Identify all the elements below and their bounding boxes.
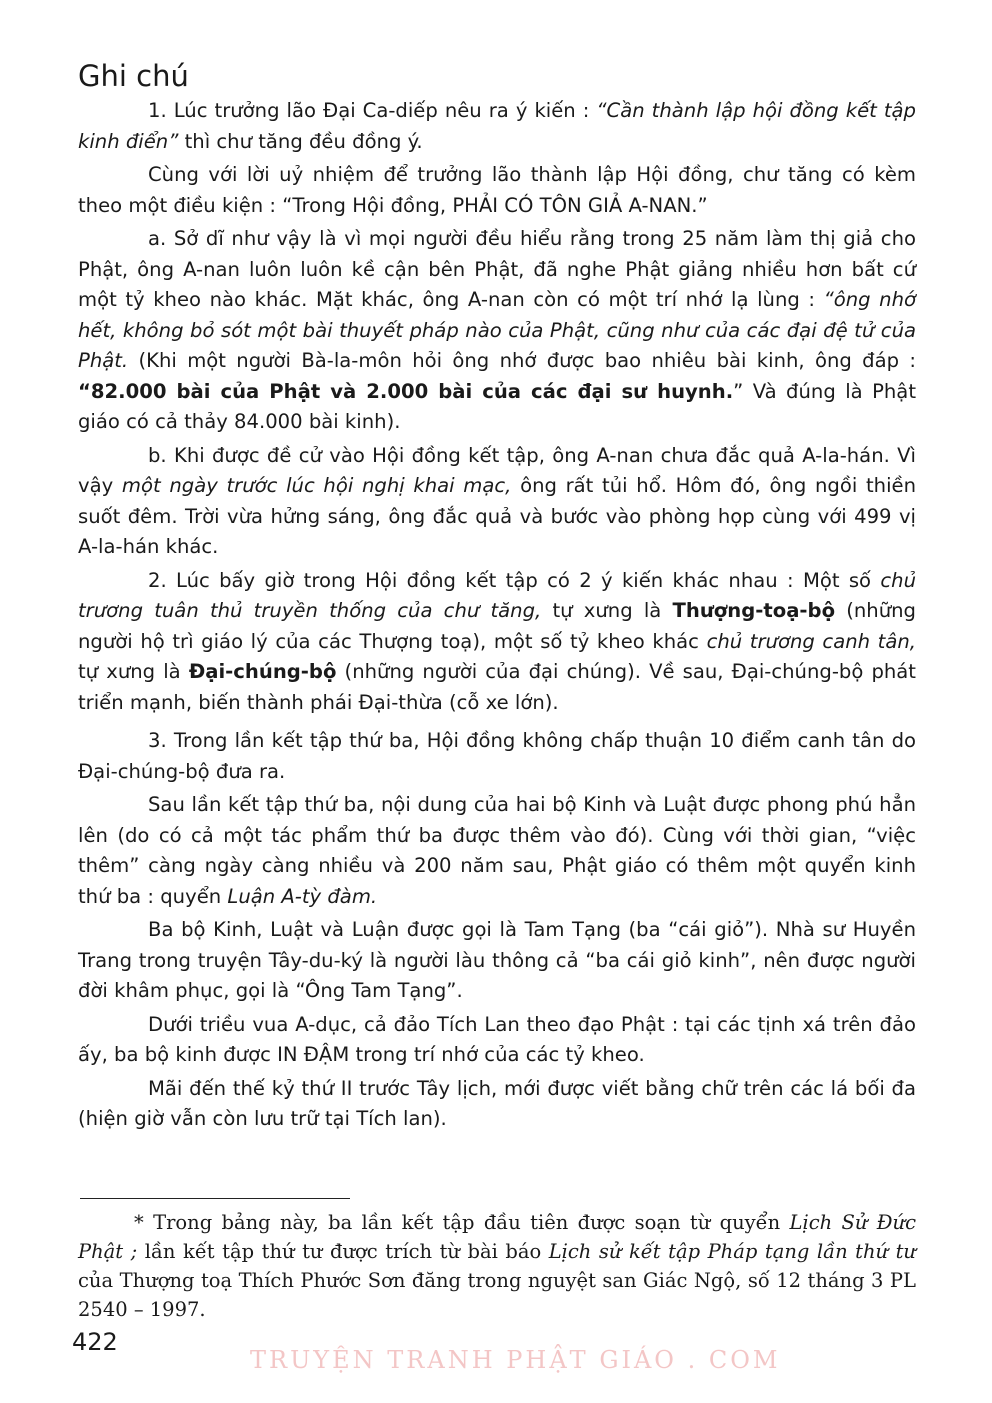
paragraph — [78, 160, 916, 221]
paragraph — [78, 224, 916, 438]
text-segment: * Trong bảng này, ba lần kết tập đầu tiên được soạn từ quyển — [134, 1211, 790, 1234]
text-segment: ” Và đúng là Phật giáo có cả thảy 84.000 bài kinh). — [78, 379, 916, 433]
page-number: 422 — [72, 1328, 118, 1356]
text-segment: 2. Lúc bấy giờ trong Hội đồng kết tập có 2 ý kiến khác nhau : Một số — [148, 568, 881, 592]
paragraph — [78, 790, 916, 912]
text-segment: 3. Trong lần kết tập thứ ba, Hội đồng không chấp thuận 10 điểm canh tân do Đại-chúng-bộ đưa ra. — [78, 729, 916, 783]
text-segment: Cùng với lời uỷ nhiệm để trưởng lão thành lập Hội đồng, chư tăng có kèm theo một điều kiện : “Trong Hội đồng, PHẢI CÓ TÔN GIẢ A-NAN.” — [78, 163, 916, 217]
bold-text: Đại-chúng-bộ — [188, 660, 337, 683]
bold-text: “82.000 bài của Phật và 2.000 bài của các đại sư huynh. — [78, 379, 734, 403]
text-segment: 1. Lúc trưởng lão Đại Ca-diếp nêu ra ý kiến : — [148, 99, 597, 122]
italic-text: một ngày trước lúc hội nghị khai mạc, — [121, 474, 512, 497]
italic-text: Luận A-tỳ đàm. — [227, 884, 378, 908]
text-segment: Sau lần kết tập thứ ba, nội dung của hai bộ Kinh và Luật được phong phú hẳn lên (do có cả một tác phẩm thứ ba được thêm vào đó). Cùng với thời gian, “việc thêm” càng ngày càng nhiều và 200 năm sau, Phật giáo có thêm một quyển kinh thứ ba : quyển — [78, 793, 916, 908]
italic-text: “Cần thành lập hội đồng kết tập kinh điển” — [78, 99, 916, 153]
text-segment: tự xưng là — [78, 660, 189, 683]
text-segment: a. Sở dĩ như vậy là vì mọi người đều hiểu rằng trong 25 năm làm thị giả cho Phật, ông A-nan luôn luôn kề cận bên Phật, đã nghe Phật giảng nhiều hơn bất cứ một tỷ kheo nào khác. Mặt khác, ông A-nan còn có một trí nhớ lạ lùng : — [78, 227, 916, 311]
paragraph — [78, 1010, 916, 1071]
watermark: TRUYỆN TRANH PHẬT GIÁO . COM — [250, 1346, 781, 1374]
text-segment: tự xưng là — [541, 599, 673, 622]
text-segment: (những người hộ trì giáo lý của các Thượng toạ), một số tỷ kheo khác — [78, 599, 916, 653]
footnote-divider — [80, 1198, 350, 1199]
italic-text: chủ trương canh tân, — [706, 629, 917, 653]
text-segment: (những người của đại chúng). Về sau, Đại-chúng-bộ phát triển mạnh, biến thành phái Đại-thừa (cỗ xe lớn). — [78, 660, 916, 714]
italic-text: “ông nhớ hết, không bỏ sót một bài thuyết pháp nào của Phật, cũng như của các đại đệ tử của Phật. — [78, 288, 916, 372]
italic-text: chủ trương tuân thủ truyền thống của chư tăng, — [78, 568, 916, 622]
text-segment: Mãi đến thế kỷ thứ II trước Tây lịch, mới được viết bằng chữ trên các lá bối đa (hiện giờ vẫn còn lưu trữ tại Tích lan). — [78, 1076, 916, 1130]
paragraph — [78, 1074, 916, 1135]
page-title: Ghi chú — [78, 59, 189, 93]
paragraph — [78, 915, 916, 1007]
paragraph — [78, 441, 916, 563]
paragraph — [78, 566, 916, 719]
paragraph — [78, 96, 916, 157]
footnote — [78, 1208, 916, 1324]
text-segment: thì chư tăng đều đồng ý. — [178, 129, 423, 153]
text-segment: ông rất tủi hổ. Hôm đó, ông ngồi thiền suốt đêm. Trời vừa hửng sáng, ông đắc quả và bước vào phòng họp cùng với 499 vị A-la-hán khác. — [78, 474, 916, 558]
italic-text: Lịch Sử Đức Phật ; — [78, 1211, 916, 1263]
bold-text: Thượng-toạ-bộ — [672, 599, 836, 622]
italic-text: Lịch sử kết tập Pháp tạng lần thứ tư — [548, 1240, 916, 1263]
text-segment: (Khi một người Bà-la-môn hỏi ông nhớ được bao nhiêu bài kinh, ông đáp : — [128, 349, 916, 372]
text-segment: b. Khi được đề cử vào Hội đồng kết tập, ông A-nan chưa đắc quả A-la-hán. Vì vậy — [78, 443, 916, 497]
text-segment: lần kết tập thứ tư được trích từ bài báo — [137, 1240, 549, 1263]
text-segment: Dưới triều vua A-dục, cả đảo Tích Lan theo đạo Phật : tại các tịnh xá trên đảo ấy, ba bộ kinh được IN ĐẬM trong trí nhớ của các tỷ kheo. — [78, 1012, 916, 1066]
paragraph — [78, 726, 916, 787]
text-segment: của Thượng toạ Thích Phước Sơn đăng trong nguyệt san Giác Ngộ, số 12 tháng 3 PL 2540 – 1997. — [78, 1269, 916, 1321]
text-segment: Ba bộ Kinh, Luật và Luận được gọi là Tam Tạng (ba “cái giỏ”). Nhà sư Huyền Trang trong truyện Tây-du-ký là người làu thông cả “ba cái giỏ kinh”, nên được người đời khâm phục, gọi là “Ông Tam Tạng”. — [78, 918, 916, 1002]
notes-body — [78, 96, 916, 1135]
page-body — [78, 58, 916, 1138]
